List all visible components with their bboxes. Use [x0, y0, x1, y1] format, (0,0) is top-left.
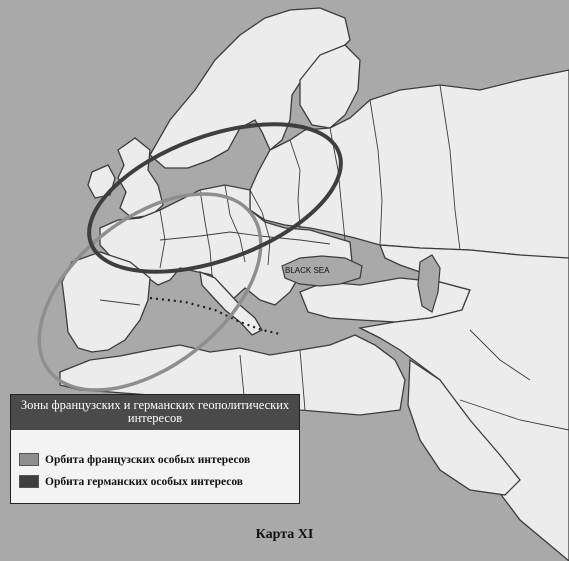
black-sea-label: BLACK SEA — [285, 266, 330, 275]
french-orbit-swatch — [19, 453, 39, 466]
legend-item-french — [19, 453, 250, 466]
german-orbit-swatch — [19, 475, 39, 488]
legend-title: Зоны французских и германских геополитических интересов — [11, 395, 299, 430]
map-legend — [10, 394, 300, 504]
map-caption: Карта XI — [255, 527, 314, 542]
legend-label-french: Орбита французских особых интересов — [45, 453, 251, 466]
legend-item-german — [19, 475, 243, 488]
legend-label-german: Орбита германских особых интересов — [45, 475, 244, 488]
